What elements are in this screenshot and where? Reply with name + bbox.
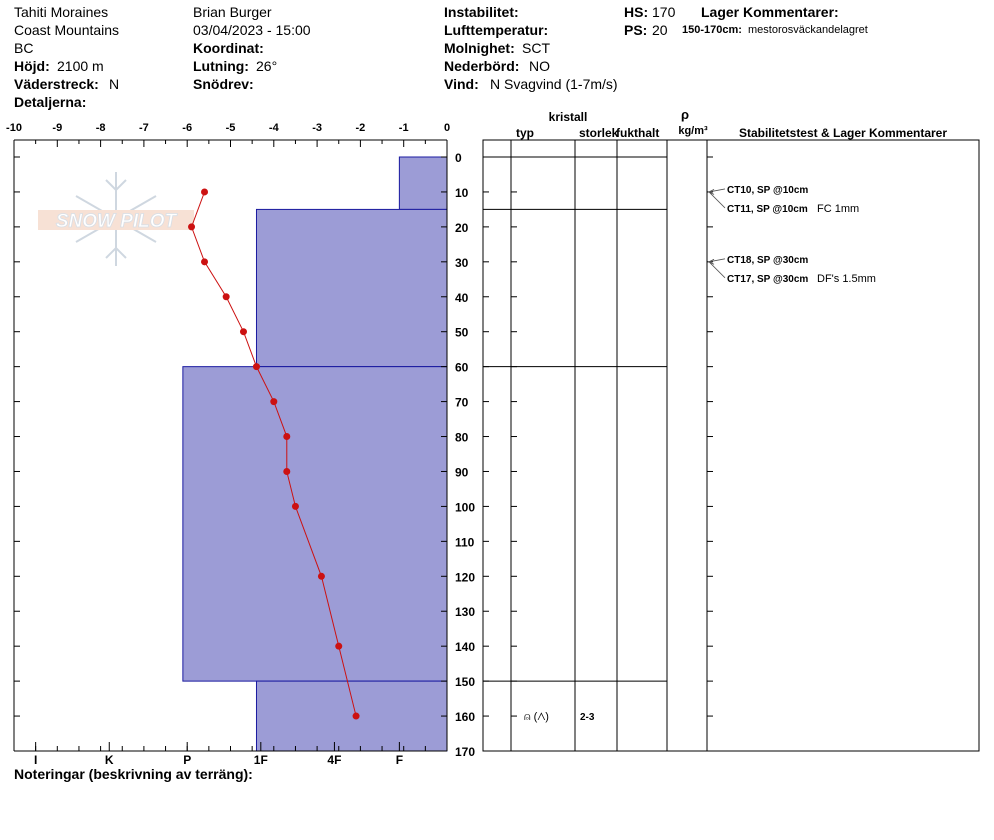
temperature-point	[223, 293, 230, 300]
temperature-point	[253, 363, 260, 370]
hardness-layer-3	[256, 681, 447, 751]
hardness-label: 4F	[327, 753, 342, 767]
temp-tick-label: -6	[182, 122, 193, 134]
details-label: Detaljerna:	[14, 94, 87, 110]
temp-tick-label: -3	[312, 122, 322, 134]
density-unit-header: kg/m³	[678, 125, 708, 137]
temp-tick-label: -5	[225, 122, 236, 134]
depth-tick-label: 0	[455, 151, 462, 165]
location-name: Tahiti Moraines	[14, 4, 109, 20]
instability-label: Instabilitet:	[444, 4, 519, 20]
temp-tick-label: -4	[268, 122, 279, 134]
hs-value: 170	[652, 4, 676, 20]
depth-tick-label: 40	[455, 290, 469, 305]
temperature-point	[353, 713, 360, 720]
layer-comments-label: Lager Kommentarer:	[701, 4, 839, 20]
aspect-value: N	[109, 76, 120, 92]
temperature-point	[292, 503, 299, 510]
air-temperature-label: Lufttemperatur:	[444, 22, 549, 38]
hardness-label: P	[183, 753, 192, 767]
slope-label: Lutning:	[193, 58, 249, 74]
layer-comment-text: mestorosväckandelagret	[748, 24, 868, 36]
size-header: storlek	[579, 126, 619, 140]
hs-label: HS:	[624, 4, 649, 20]
temp-tick-label: -9	[52, 122, 63, 134]
stability-header: Stabilitetstest & Lager Kommentarer	[738, 126, 948, 140]
hardness-label: F	[395, 753, 404, 767]
crystal-type-symbol: ⍝ (⋀)	[524, 711, 549, 724]
observer-name: Brian Burger	[193, 4, 272, 20]
state-province: BC	[14, 40, 34, 56]
ps-value: 20	[652, 22, 668, 38]
depth-tick-label: 80	[455, 430, 469, 445]
temperature-point	[270, 398, 277, 405]
depth-tick-label: 50	[455, 325, 469, 340]
hardness-label: 1F	[253, 753, 268, 767]
stability-test-label: CT18, SP @30cm	[727, 254, 809, 266]
coordinate-label: Koordinat:	[193, 40, 264, 56]
depth-tick-label: 20	[455, 220, 469, 235]
observation-datetime: 03/04/2023 - 15:00	[193, 22, 311, 38]
moisture-header: fukthalt	[616, 126, 660, 140]
mountain-range: Coast Mountains	[14, 22, 120, 38]
depth-tick-label: 160	[455, 710, 476, 725]
elevation-label: Höjd:	[14, 58, 50, 74]
temperature-point	[201, 188, 208, 195]
wind-label: Vind:	[444, 76, 479, 92]
temp-tick-label: -8	[95, 122, 106, 134]
elevation-value: 2100 m	[57, 58, 104, 74]
type-header: typ	[516, 126, 534, 140]
stability-arrow	[709, 262, 725, 278]
temp-tick-label: -7	[139, 122, 149, 134]
layer-comment-range: 150-170cm:	[682, 24, 742, 36]
sky-value: SCT	[522, 40, 550, 56]
temp-tick-label: 0	[443, 122, 451, 134]
stability-test-label: CT17, SP @30cm	[727, 273, 809, 285]
ps-label: PS:	[624, 22, 648, 38]
depth-tick-label: 70	[455, 395, 469, 410]
depth-tick-label: 170	[455, 745, 476, 759]
hardness-layer-0	[399, 157, 447, 209]
temp-tick-label: -1	[398, 122, 409, 134]
temperature-point	[335, 643, 342, 650]
precipitation-label: Nederbörd:	[444, 58, 520, 74]
hardness-label: K	[104, 753, 114, 767]
hardness-layer-1	[256, 209, 447, 366]
temperature-point	[283, 433, 290, 440]
slope-value: 26°	[256, 58, 278, 74]
temperature-point	[318, 573, 325, 580]
crystal-header: kristall	[548, 110, 588, 124]
depth-tick-label: 60	[455, 360, 469, 375]
temperature-point	[201, 258, 208, 265]
temperature-point	[283, 468, 290, 475]
aspect-label: Väderstreck:	[14, 76, 99, 92]
depth-tick-label: 110	[455, 535, 475, 550]
drift-label: Snödrev:	[193, 76, 254, 92]
stability-test-label: CT10, SP @10cm	[727, 184, 809, 196]
depth-tick-label: 100	[455, 500, 476, 515]
temp-tick-label: -2	[355, 122, 366, 134]
svg-text:SNOW PILOT: SNOW PILOT	[55, 211, 177, 232]
depth-tick-label: 120	[455, 570, 476, 585]
precipitation-value: NO	[529, 58, 550, 74]
hardness-layer-2	[183, 367, 447, 681]
layer-table-frame	[483, 140, 979, 751]
rho-header: ρ	[680, 107, 690, 122]
depth-tick-label: 90	[455, 465, 469, 480]
wind-value: N Svagvind (1-7m/s)	[490, 76, 618, 92]
temperature-point	[240, 328, 247, 335]
depth-tick-label: 30	[455, 255, 469, 270]
stability-arrow	[709, 192, 725, 208]
depth-tick-label: 10	[455, 185, 469, 200]
depth-tick-label: 140	[455, 640, 476, 655]
hardness-label: I	[33, 753, 38, 767]
depth-tick-label: 130	[455, 605, 476, 620]
crystal-size-value: 2-3	[580, 712, 595, 724]
depth-tick-label: 150	[455, 675, 476, 690]
temp-tick-label: -10	[6, 122, 22, 134]
temperature-point	[188, 223, 195, 230]
sky-label: Molnighet:	[444, 40, 515, 56]
stability-test-note: FC 1mm	[817, 202, 860, 215]
notes-label: Noteringar (beskrivning av terräng):	[14, 766, 253, 782]
snowpilot-logo	[38, 172, 194, 266]
stability-test-note: DF's 1.5mm	[817, 272, 876, 285]
stability-test-label: CT11, SP @10cm	[727, 203, 808, 215]
